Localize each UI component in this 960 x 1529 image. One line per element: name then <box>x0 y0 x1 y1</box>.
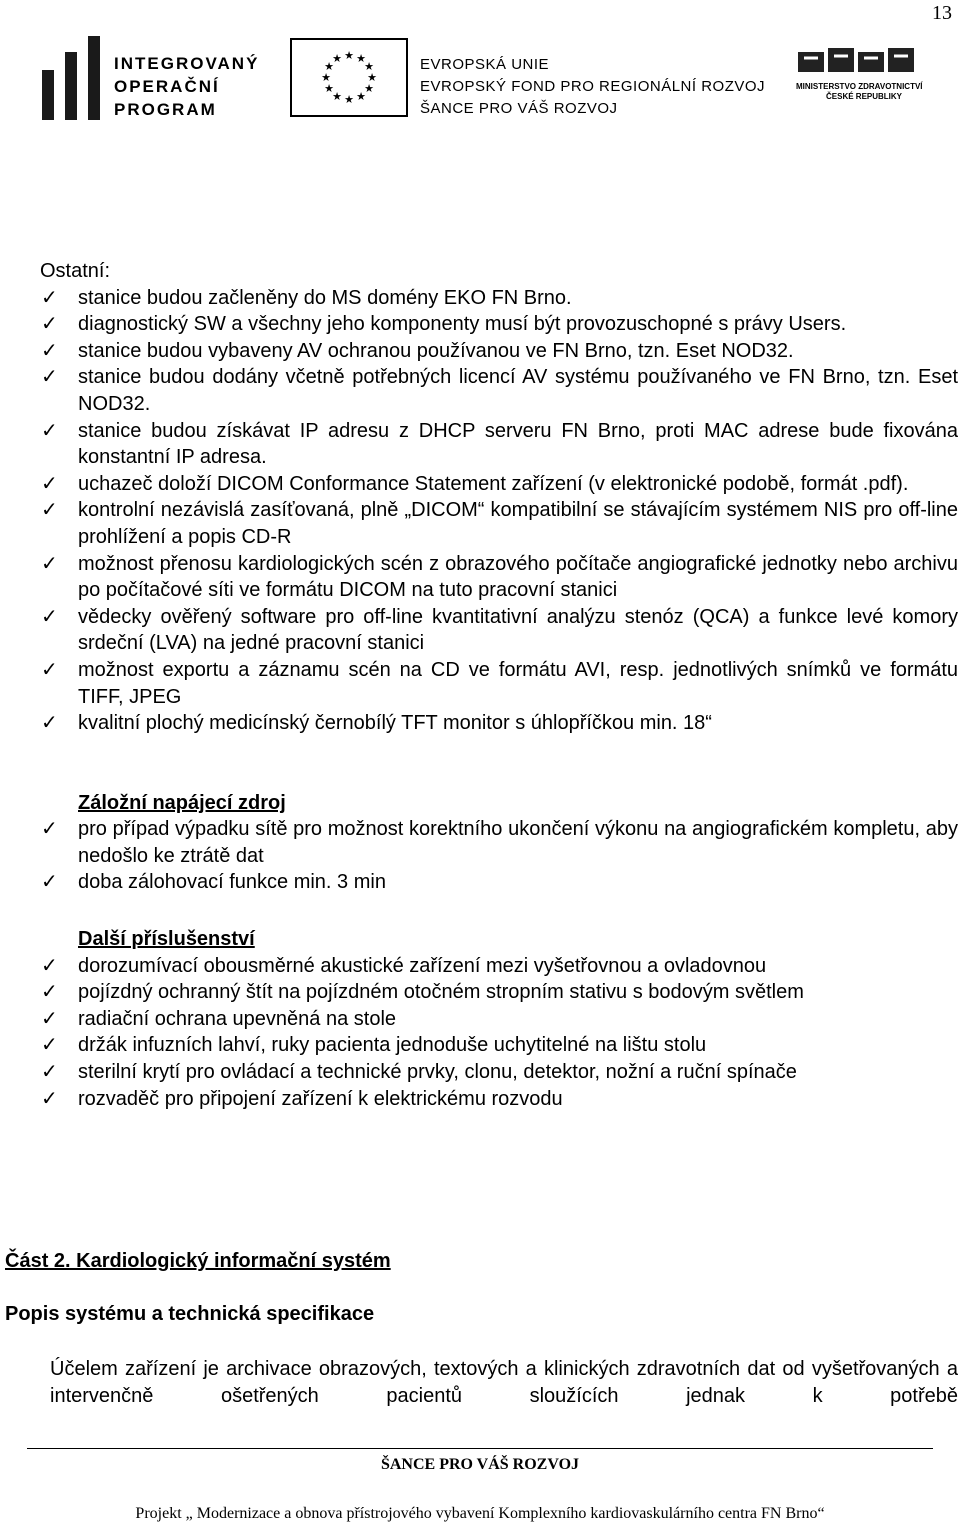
checklist-item <box>40 364 958 417</box>
footer-project: Projekt „ Modernizace a obnova přístrojového vybavení Komplexního kardiovaskulárního centra FN Brno“ <box>135 1505 825 1522</box>
checklist-ostatni <box>40 285 958 737</box>
checklist-dalsi <box>40 953 958 1113</box>
checklist-item-text: rozvaděč pro připojení zařízení k elektrickému rozvodu <box>78 1087 563 1110</box>
checklist-item-text: kvalitní plochý medicínský černobílý TFT monitor s úhlopříčkou min. 18“ <box>78 712 712 735</box>
part-title: Část 2. Kardiologický informační systém <box>5 1250 391 1272</box>
page-number: 13 <box>932 2 952 24</box>
checkmark-icon: ✓ <box>41 1034 58 1057</box>
eu-flag-icon <box>290 38 408 117</box>
checkmark-icon: ✓ <box>41 1007 58 1030</box>
checklist-item <box>40 1059 958 1086</box>
ministry-logo: MINISTERSTVO ZDRAVOTNICTVÍ ČESKÉ REPUBLIKY <box>796 46 920 110</box>
checklist-item-text: pro případ výpadku sítě pro možnost korektního ukončení výkonu na angiografickém kompletu, aby nedošlo ke ztrátě dat <box>78 818 958 867</box>
checklist-item <box>40 497 958 550</box>
checklist-item <box>40 1086 958 1113</box>
checklist-item <box>40 285 958 312</box>
checklist-item <box>40 869 958 896</box>
checklist-item-text: stanice budou dodány včetně potřebných licencí AV systému používaného ve FN Brno, tzn. Eset NOD32. <box>78 366 958 415</box>
checklist-item-text: vědecky ověřený software pro off-line kvantitativní analýzu stenóz (QCA) a funkce levé komory srdeční (LVA) na jedné pracovní stanici <box>78 605 958 655</box>
svg-text:★: ★ <box>367 71 377 84</box>
checklist-item <box>40 657 958 710</box>
checkmark-icon: ✓ <box>41 1061 58 1084</box>
checkmark-icon: ✓ <box>41 954 58 977</box>
checkmark-icon: ✓ <box>41 605 58 628</box>
svg-text:★: ★ <box>364 82 374 95</box>
checkmark-icon: ✓ <box>41 472 58 495</box>
checkmark-icon: ✓ <box>41 339 58 362</box>
checklist-item <box>40 551 958 604</box>
document-body <box>40 258 958 1112</box>
checkmark-icon: ✓ <box>41 313 58 336</box>
svg-text:★: ★ <box>356 90 366 103</box>
svg-text:★: ★ <box>344 93 354 106</box>
section-subtitle: Popis systému a technická specifikace <box>5 1303 375 1325</box>
svg-text:★: ★ <box>321 71 331 84</box>
checklist-item-text: doba zálohovací funkce min. 3 min <box>78 871 386 894</box>
checkmark-icon: ✓ <box>41 499 58 522</box>
iop-logo <box>42 36 260 120</box>
eu-logo-text: EVROPSKÁ UNIE EVROPSKÝ FOND PRO REGIONÁLNÍ ROZVOJ ŠANCE PRO VÁŠ ROZVOJ <box>420 56 766 117</box>
checklist-item <box>40 816 958 869</box>
checklist-item-text: držák infuzních lahví, ruky pacienta jednoduše uchytitelné na lištu stolu <box>78 1034 707 1057</box>
checkmark-icon: ✓ <box>41 712 58 735</box>
checklist-item <box>40 1032 958 1059</box>
iop-bar-icon <box>65 52 77 120</box>
svg-text:★: ★ <box>324 60 334 73</box>
checklist-item <box>40 418 958 471</box>
checklist-item-text: sterilní krytí pro ovládací a technické prvky, clonu, detektor, nožní a ruční spínače <box>78 1061 797 1084</box>
checklist-item-text: možnost přenosu kardiologických scén z obrazového počítače angiografické jednotky nebo archivu po počítačové síti ve formátu DICOM na tuto pracovní stanici <box>78 552 958 602</box>
checkmark-icon: ✓ <box>41 419 58 442</box>
section-title-dalsi: Další příslušenství <box>78 928 255 951</box>
checklist-item-text: kontrolní nezávislá zasíťovaná, plně „DICOM“ kompatibilní se stávajícím systémem NIS pro off-line prohlížení a popis CD-R <box>78 499 958 548</box>
checkmark-icon: ✓ <box>41 981 58 1004</box>
iop-logo-text: INTEGROVANÝ OPERAČNÍ PROGRAM <box>114 54 260 119</box>
svg-text:★: ★ <box>356 52 366 65</box>
checklist-item <box>40 710 958 737</box>
checkmark-icon: ✓ <box>41 871 58 894</box>
checklist-item-text: radiační ochrana upevněná na stole <box>78 1007 397 1030</box>
checkmark-icon: ✓ <box>41 818 58 841</box>
checklist-item-text: dorozumívací obousměrné akustické zařízení mezi vyšetřovnou a ovladovnou <box>78 954 767 977</box>
iop-bar-icon <box>88 36 100 120</box>
checklist-item <box>40 953 958 980</box>
svg-text:★: ★ <box>364 60 374 73</box>
checkmark-icon: ✓ <box>41 1087 58 1110</box>
checklist-item <box>40 979 958 1006</box>
checkmark-icon: ✓ <box>41 286 58 309</box>
checklist-item-text: diagnostický SW a všechny jeho komponenty musí být provozuschopné s právy Users. <box>78 313 847 336</box>
checklist-item <box>40 338 958 365</box>
checklist-zalozni <box>40 816 958 896</box>
ministry-emblem-icon <box>796 46 920 78</box>
svg-text:★: ★ <box>332 90 342 103</box>
section-title-zalozni: Záložní napájecí zdroj <box>78 791 286 814</box>
footer-divider <box>27 1448 933 1449</box>
checkmark-icon: ✓ <box>41 366 58 389</box>
checklist-item <box>40 471 958 498</box>
checklist-item <box>40 1006 958 1033</box>
section-heading-ostatni: Ostatní: <box>40 260 111 282</box>
intro-paragraph: Účelem zařízení je archivace obrazových, textových a klinických zdravotních dat od vyšetřovaných a intervenčně ošetřených pacientů sloužících jednak k potřebě <box>50 1358 958 1407</box>
svg-text:★: ★ <box>344 49 354 62</box>
svg-text:★: ★ <box>324 82 334 95</box>
footer-slogan: ŠANCE PRO VÁŠ ROZVOJ <box>380 1456 580 1473</box>
checklist-item-text: pojízdný ochranný štít na pojízdném otočném stropním stativu s bodovým světlem <box>78 981 804 1004</box>
checklist-item-text: možnost exportu a záznamu scén na CD ve formátu AVI, resp. jednotlivých snímků ve formátu TIFF, JPEG <box>78 658 958 708</box>
iop-bar-icon <box>42 70 54 120</box>
checklist-item-text: stanice budou vybaveny AV ochranou používanou ve FN Brno, tzn. Eset NOD32. <box>78 339 794 362</box>
checklist-item <box>40 604 958 657</box>
svg-text:★: ★ <box>332 52 342 65</box>
checklist-item <box>40 311 958 338</box>
checkmark-icon: ✓ <box>41 552 58 575</box>
checklist-item-text: stanice budou začleněny do MS domény EKO FN Brno. <box>78 286 572 309</box>
checklist-item-text: uchazeč doloží DICOM Conformance Statement zařízení (v elektronické podobě, formát .pdf). <box>78 472 909 495</box>
checkmark-icon: ✓ <box>41 658 58 681</box>
checklist-item-text: stanice budou získávat IP adresu z DHCP serveru FN Brno, proti MAC adrese bude fixována konstantní IP adresa. <box>78 419 958 469</box>
